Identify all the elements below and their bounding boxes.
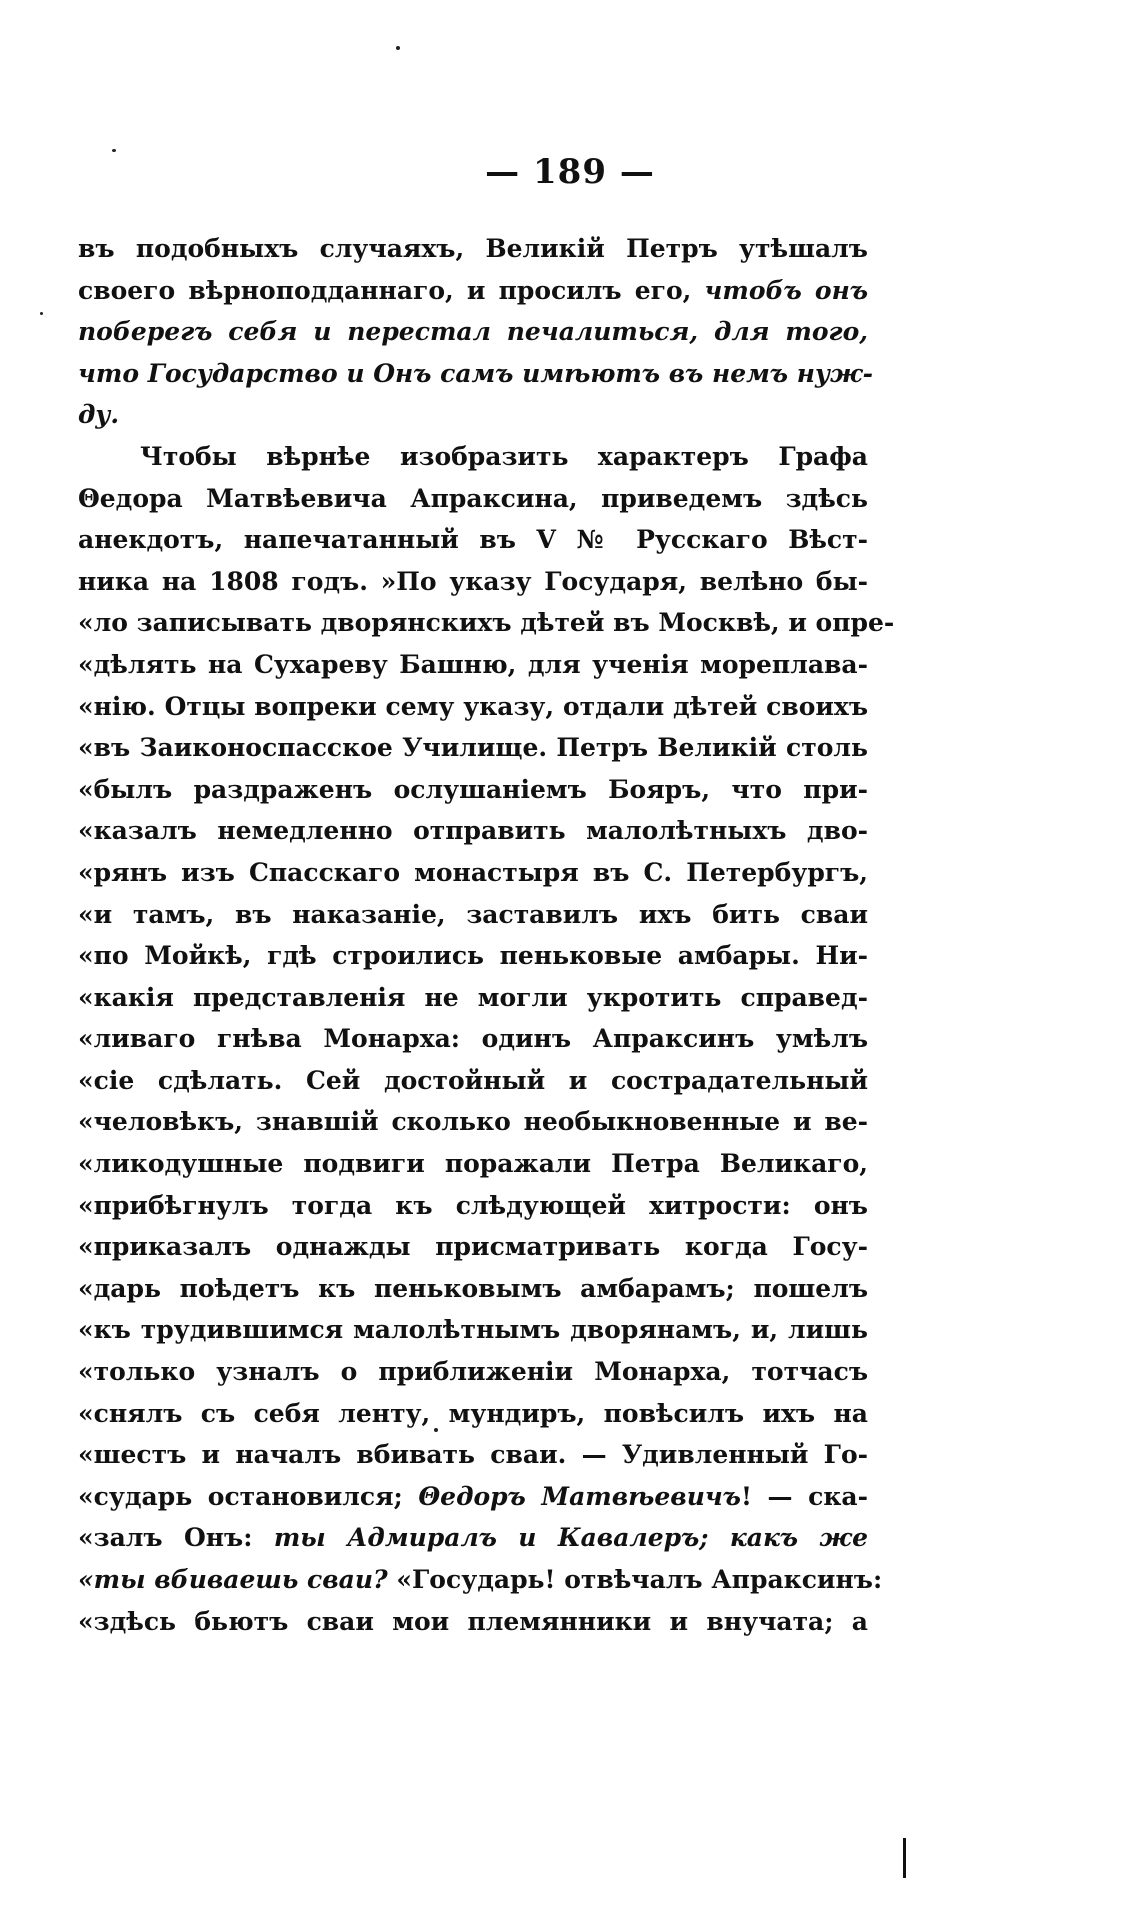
text-line: анекдотъ, напечатанный въ V № Русскаго Вѣст- (78, 525, 868, 555)
text-line: «ло записывать дворянскихъ дѣтей въ Москвѣ, и опре- (78, 608, 895, 638)
text-line: своего вѣрноподданнаго, и просилъ его, чтобъ онъ (78, 275, 868, 305)
text-line: «былъ раздраженъ ослушаніемъ Бояръ, что при- (78, 774, 868, 804)
text-line: «ливаго гнѣва Монарха: одинъ Апраксинъ умѣлъ (78, 1024, 868, 1054)
text-line: «къ трудившимся малолѣтнымъ дворянамъ, и, лишь (78, 1315, 868, 1345)
text-line: «ты вбиваешь сваи? «Государь! отвѣчалъ Апраксинъ: (78, 1565, 883, 1594)
text-line: «только узналъ о приближеніи Монарха, тотчасъ (78, 1357, 868, 1387)
text-line: «прибѣгнулъ тогда къ слѣдующей хитрости: онъ (78, 1190, 868, 1220)
text-line: «по Мойкѣ, гдѣ строились пеньковые амбары. Ни- (78, 941, 868, 971)
page-number: — 189 — (485, 152, 655, 192)
text-line: Θедора Матвѣевича Апраксина, приведемъ здѣсь (78, 483, 868, 513)
text-line: «дѣлять на Сухареву Башню, для ученія мореплава- (78, 649, 868, 679)
text-line: въ подобныхъ случаяхъ, Великій Петръ утѣшалъ (78, 234, 868, 263)
text-line: «какія представленія не могли укротить справед- (78, 982, 868, 1012)
text-line: что Государство и Онъ самъ имѣютъ въ немъ нуж- (78, 358, 874, 388)
text-line: «шестъ и началъ вбивать сваи. — Удивленный Го- (78, 1440, 868, 1470)
text-line: «сударь остановился; Θедоръ Матвѣевичъ! — ска- (78, 1481, 868, 1511)
text-line: «въ Заиконоспасское Училище. Петръ Великій столь (78, 733, 868, 763)
text-line: поберегъ себя и перестал печалиться, для того, (78, 317, 868, 347)
text-line: «рянъ изъ Спасскаго монастыря въ С. Петербургъ, (78, 857, 868, 887)
body-text (78, 228, 895, 1642)
text-line: «залъ Онъ: ты Адмиралъ и Кавалеръ; какъ же (78, 1523, 868, 1553)
text-line: «снялъ съ себя ленту, мундиръ, повѣсилъ ихъ на (78, 1398, 868, 1428)
text-line: «здѣсь бьютъ сваи мои племянники и внучата; а (78, 1606, 868, 1636)
text-line: «ликодушные подвиги поражали Петра Великаго, (78, 1149, 868, 1179)
text-line: ника на 1808 годъ. »По указу Государя, велѣно бы- (78, 566, 868, 596)
text-line: Чтобы вѣрнѣе изобразить характеръ Графа (140, 441, 868, 471)
paper-speck (40, 312, 43, 315)
text-line: «человѣкъ, знавшій сколько необыкновенные и ве- (78, 1107, 868, 1137)
text-line: ду. (78, 400, 120, 430)
page-edge-mark (903, 1838, 906, 1878)
paper-speck (396, 46, 400, 50)
text-line: «дарь поѣдетъ къ пеньковымъ амбарамъ; пошелъ (78, 1273, 868, 1303)
text-line: «казалъ немедленно отправить малолѣтныхъ дво- (78, 816, 868, 846)
text-line: «приказалъ однажды присматривать когда Госу- (78, 1232, 868, 1262)
text-line: «нію. Отцы вопреки сему указу, отдали дѣтей своихъ (78, 691, 868, 721)
text-line: «и тамъ, въ наказаніе, заставилъ ихъ бить сваи (78, 899, 868, 929)
text-line: «сіе сдѣлать. Сей достойный и сострадательный (78, 1065, 868, 1095)
